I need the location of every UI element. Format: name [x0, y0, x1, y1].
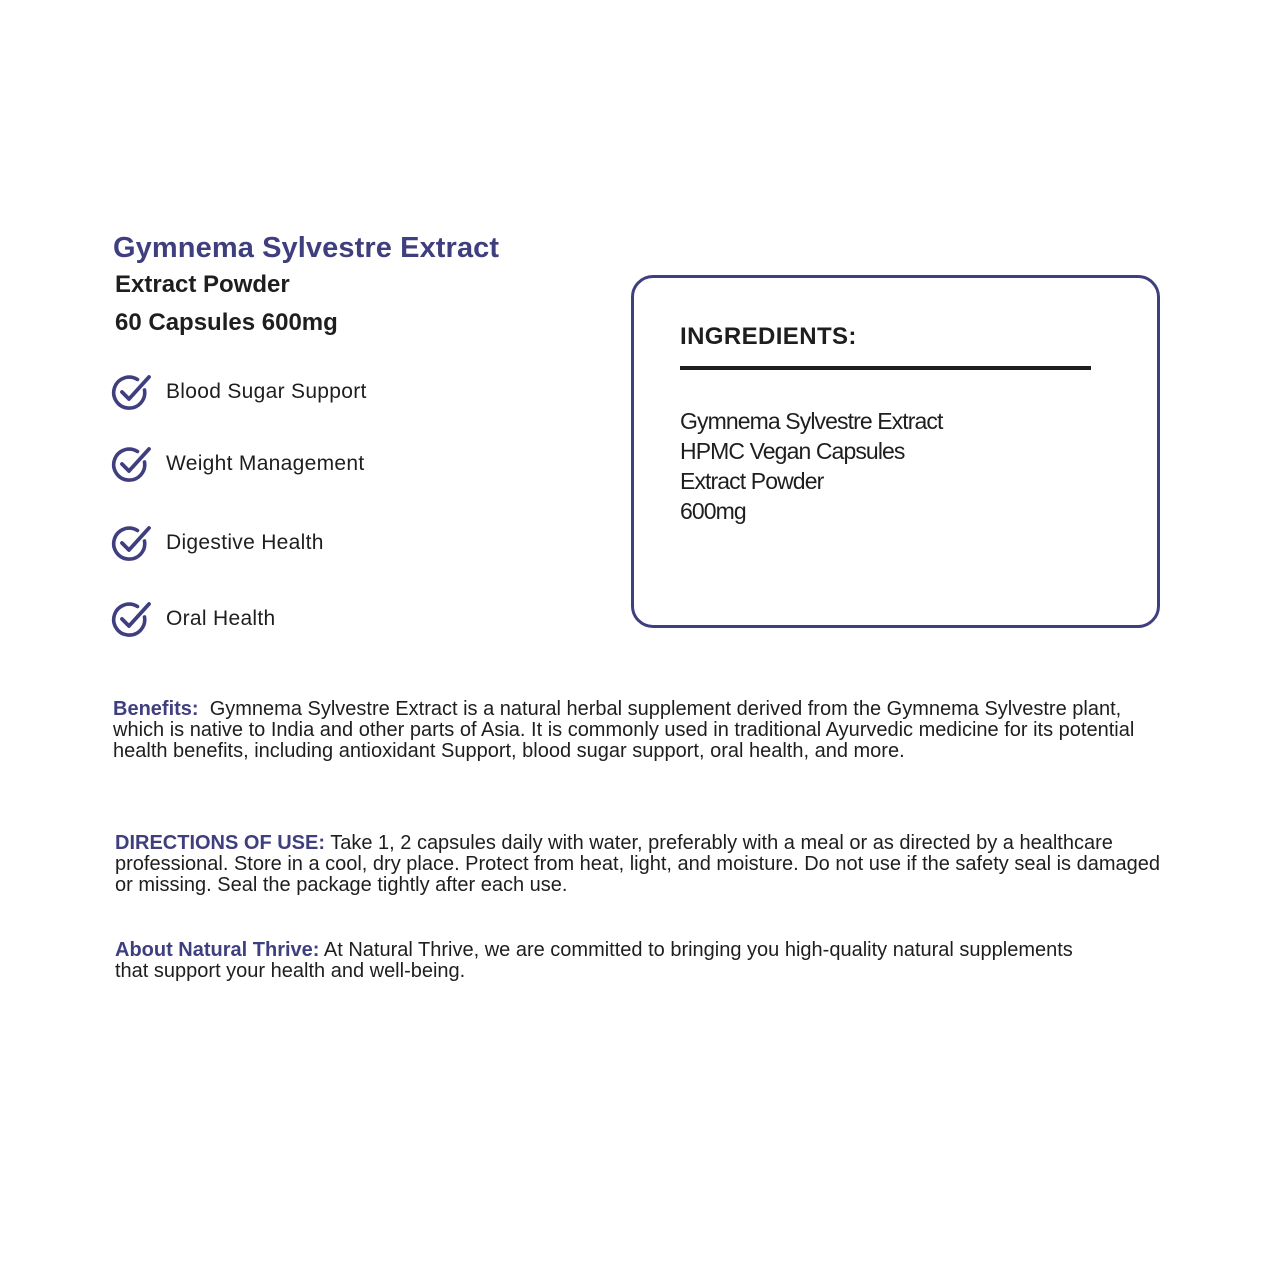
benefits-lead: Benefits: [113, 698, 199, 720]
benefits-paragraph [113, 699, 1173, 762]
check-circle-icon [111, 444, 153, 484]
benefit-label: Oral Health [166, 607, 276, 630]
check-circle-icon [111, 372, 153, 412]
check-circle-icon [111, 523, 153, 563]
product-form: Extract Powder [115, 271, 290, 298]
about-lead: About Natural Thrive: [115, 939, 320, 961]
about-text: At Natural Thrive, we are committed to bringing you high-quality natural supplements that support your health and well-being. [115, 939, 1073, 982]
benefits-text: Gymnema Sylvestre Extract is a natural herbal supplement derived from the Gymnema Sylvestre plant, which is native to India and other parts of Asia. It is commonly used in traditional Ayurvedic medicine for its potential health benefits, including antioxidant Support, blood sugar support, oral health, and more. [113, 698, 1135, 762]
directions-text: Take 1, 2 capsules daily with water, preferably with a meal or as directed by a healthcare professional. Store in a cool, dry place. Protect from heat, light, and moisture. Do not use if the safety seal is damaged or missing. Seal the package tightly after each use. [115, 832, 1160, 896]
about-paragraph [115, 940, 1075, 982]
benefit-label: Weight Management [166, 452, 365, 475]
ingredient-item: Gymnema Sylvestre Extract [680, 408, 943, 434]
directions-paragraph [115, 833, 1175, 896]
ingredients-divider [680, 366, 1091, 370]
benefit-label: Blood Sugar Support [166, 380, 367, 403]
ingredient-item: 600mg [680, 498, 746, 524]
benefit-label: Digestive Health [166, 531, 324, 554]
directions-lead: DIRECTIONS OF USE: [115, 832, 326, 854]
benefit-item-oral [111, 599, 276, 639]
ingredient-item: HPMC Vegan Capsules [680, 438, 905, 464]
ingredients-list [680, 406, 943, 526]
check-circle-icon [111, 599, 153, 639]
benefit-item-digestive [111, 523, 324, 563]
benefit-item-blood-sugar [111, 372, 367, 412]
ingredients-heading: INGREDIENTS: [680, 323, 857, 350]
ingredient-item: Extract Powder [680, 468, 824, 494]
product-title: Gymnema Sylvestre Extract [113, 232, 500, 264]
benefit-item-weight [111, 444, 365, 484]
ingredients-panel [631, 275, 1160, 628]
product-dosage: 60 Capsules 600mg [115, 309, 338, 336]
